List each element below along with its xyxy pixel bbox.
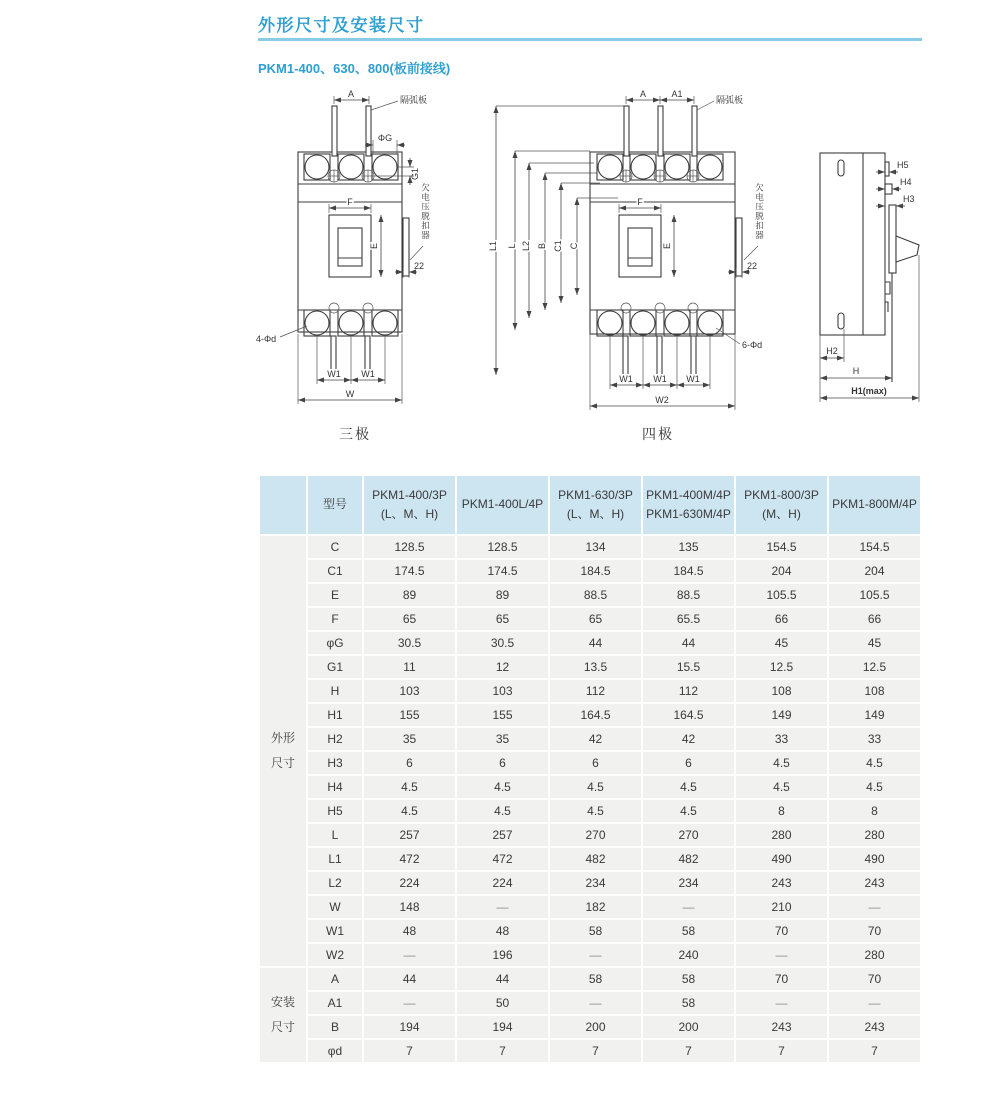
row-label: F <box>308 608 362 630</box>
table-row <box>260 536 920 558</box>
row-label: L1 <box>308 848 362 870</box>
uv-release-label: 欠电压脱扣器 <box>754 183 765 240</box>
dimension-value-cell: — <box>550 992 641 1014</box>
dim-label-w1: W1 <box>361 369 375 379</box>
row-label: W <box>308 896 362 918</box>
page-title: 外形尺寸及安装尺寸 <box>258 16 425 35</box>
dimension-value-cell: 4.5 <box>550 800 641 822</box>
dimension-value-cell: 44 <box>457 968 548 990</box>
dim-label-c1: C1 <box>553 240 563 252</box>
dimension-value-cell: 4.5 <box>457 800 548 822</box>
dimension-value-cell: 482 <box>643 848 734 870</box>
dim-label-b: B <box>537 242 547 250</box>
dimension-value-cell: 6 <box>643 752 734 774</box>
dimension-value-cell: 11 <box>364 656 455 678</box>
table-row <box>260 944 920 966</box>
dimension-value-cell: 44 <box>364 968 455 990</box>
dim-label-22: 22 <box>414 261 425 271</box>
dim-label-l2: L2 <box>521 240 531 252</box>
dim-label-l: L <box>507 243 517 249</box>
dimension-value-cell: 4.5 <box>736 752 827 774</box>
dimension-value-cell: 196 <box>457 944 548 966</box>
row-label: C <box>308 536 362 558</box>
dimension-table <box>258 474 922 1064</box>
holes-label: 6-Φd <box>742 340 763 350</box>
row-label: H1 <box>308 704 362 726</box>
row-label: φG <box>308 632 362 654</box>
dimension-value-cell: 134 <box>550 536 641 558</box>
table-row <box>260 848 920 870</box>
dimension-value-cell: 7 <box>643 1040 734 1062</box>
dimension-value-cell: 270 <box>550 824 641 846</box>
title-divider <box>258 38 922 41</box>
dimension-value-cell: 44 <box>550 632 641 654</box>
dimension-value-cell: 135 <box>643 536 734 558</box>
dimension-value-cell: 58 <box>643 968 734 990</box>
dimension-value-cell: 4.5 <box>829 776 920 798</box>
dimension-value-cell: 8 <box>736 800 827 822</box>
table-row <box>260 920 920 942</box>
dimension-value-cell: 6 <box>364 752 455 774</box>
dimension-value-cell: 164.5 <box>643 704 734 726</box>
dimension-value-cell: 184.5 <box>550 560 641 582</box>
row-label: H5 <box>308 800 362 822</box>
column-header <box>829 476 920 534</box>
dimension-value-cell: 155 <box>364 704 455 726</box>
dimension-table-body <box>260 536 920 1062</box>
dimension-value-cell: — <box>364 992 455 1014</box>
dim-label-a: A <box>639 89 647 99</box>
dimension-value-cell: 257 <box>364 824 455 846</box>
table-row <box>260 752 920 774</box>
dimension-value-cell: 472 <box>364 848 455 870</box>
dimension-value-cell: 70 <box>736 968 827 990</box>
column-header <box>550 476 641 534</box>
dimension-value-cell: 35 <box>364 728 455 750</box>
three-pole-drawing <box>248 88 476 438</box>
dim-label-22: 22 <box>747 261 758 271</box>
table-row <box>260 680 920 702</box>
column-header-line: PKM1-800/3P <box>744 487 819 502</box>
table-row <box>260 968 920 990</box>
dimension-value-cell: 108 <box>829 680 920 702</box>
row-label: C1 <box>308 560 362 582</box>
arc-plate-label: 隔弧板 <box>400 95 428 105</box>
row-label: H2 <box>308 728 362 750</box>
dim-label-h2: H2 <box>826 346 838 356</box>
dimension-value-cell: 45 <box>829 632 920 654</box>
dim-label-f: F <box>347 197 353 207</box>
dimension-value-cell: 50 <box>457 992 548 1014</box>
dim-label-phi-g: ΦG <box>377 133 393 143</box>
dimension-value-cell: 234 <box>643 872 734 894</box>
dim-label-w1: W1 <box>327 369 341 379</box>
dimension-value-cell: 4.5 <box>736 776 827 798</box>
dimension-value-cell: 482 <box>550 848 641 870</box>
dimension-value-cell: 174.5 <box>457 560 548 582</box>
dimension-value-cell: 4.5 <box>364 800 455 822</box>
dimension-value-cell: 7 <box>550 1040 641 1062</box>
dimension-value-cell: 42 <box>550 728 641 750</box>
column-header-line: (M、H) <box>762 507 801 521</box>
dimension-value-cell: 58 <box>643 992 734 1014</box>
dimension-value-cell: 204 <box>829 560 920 582</box>
column-header <box>643 476 734 534</box>
table-row <box>260 560 920 582</box>
dimension-value-cell: 4.5 <box>457 776 548 798</box>
table-row <box>260 632 920 654</box>
row-label: E <box>308 584 362 606</box>
table-row <box>260 728 920 750</box>
dimension-value-cell: 108 <box>736 680 827 702</box>
dimension-value-cell: 70 <box>829 920 920 942</box>
dimension-value-cell: 48 <box>364 920 455 942</box>
dim-label-h4: H4 <box>900 177 912 187</box>
table-row <box>260 584 920 606</box>
dimension-value-cell: 6 <box>457 752 548 774</box>
dimension-value-cell: 270 <box>643 824 734 846</box>
dimension-value-cell: 58 <box>550 968 641 990</box>
dimension-value-cell: 35 <box>457 728 548 750</box>
dimension-value-cell: 33 <box>829 728 920 750</box>
column-header-line: PKM1-400/3P <box>372 487 447 502</box>
table-row <box>260 1016 920 1038</box>
row-label: A1 <box>308 992 362 1014</box>
row-label: H4 <box>308 776 362 798</box>
column-header-line: (L、M、H) <box>380 507 439 521</box>
dimension-value-cell: — <box>550 944 641 966</box>
dimension-value-cell: 194 <box>457 1016 548 1038</box>
dimension-value-cell: 12.5 <box>829 656 920 678</box>
row-label: W1 <box>308 920 362 942</box>
row-label: L2 <box>308 872 362 894</box>
dim-label-w1: W1 <box>686 374 700 384</box>
column-header-line: PKM1-630/3P <box>558 487 633 502</box>
dimension-value-cell: 210 <box>736 896 827 918</box>
table-row <box>260 896 920 918</box>
dimension-value-cell: 243 <box>736 1016 827 1038</box>
dimension-value-cell: — <box>364 944 455 966</box>
column-header <box>364 476 455 534</box>
dim-label-h: H <box>852 366 860 376</box>
four-pole-drawing <box>478 88 813 438</box>
dimension-value-cell: 58 <box>643 920 734 942</box>
dimension-value-cell: 66 <box>829 608 920 630</box>
column-header-line: PKM1-630M/4P <box>646 507 731 521</box>
dimension-value-cell: 4.5 <box>364 776 455 798</box>
dimension-value-cell: 12 <box>457 656 548 678</box>
dimension-value-cell: 4.5 <box>643 800 734 822</box>
column-header-line: PKM1-800M/4P <box>832 497 917 512</box>
column-header-line: PKM1-400L/4P <box>461 497 544 512</box>
dimension-value-cell: 103 <box>457 680 548 702</box>
dimension-value-cell: 243 <box>736 872 827 894</box>
dim-label-f: F <box>637 197 643 207</box>
dimension-value-cell: 88.5 <box>550 584 641 606</box>
dimension-value-cell: 70 <box>736 920 827 942</box>
column-header <box>736 476 827 534</box>
dimension-value-cell: 70 <box>829 968 920 990</box>
dimension-value-cell: 4.5 <box>643 776 734 798</box>
row-label: H3 <box>308 752 362 774</box>
table-row <box>260 824 920 846</box>
dim-label-e: E <box>662 242 672 250</box>
dimension-value-cell: 33 <box>736 728 827 750</box>
dimension-value-cell: 6 <box>550 752 641 774</box>
dimension-value-cell: 243 <box>829 1016 920 1038</box>
dimension-value-cell: 148 <box>364 896 455 918</box>
dim-label-h5: H5 <box>897 160 909 170</box>
dim-label-l1: L1 <box>488 240 498 252</box>
dimension-value-cell: 164.5 <box>550 704 641 726</box>
dimension-value-cell: 490 <box>829 848 920 870</box>
dimension-value-cell: — <box>829 992 920 1014</box>
dimension-value-cell: 149 <box>736 704 827 726</box>
dimension-value-cell: 182 <box>550 896 641 918</box>
dimension-value-cell: 280 <box>736 824 827 846</box>
dimension-value-cell: 12.5 <box>736 656 827 678</box>
dim-label-h1: H1(max) <box>851 386 887 396</box>
table-header-row <box>260 476 920 534</box>
dimension-value-cell: 88.5 <box>643 584 734 606</box>
dimension-value-cell: 7 <box>736 1040 827 1062</box>
side-view-drawing <box>790 132 1005 407</box>
dimension-value-cell: 224 <box>364 872 455 894</box>
table-row <box>260 992 920 1014</box>
dimension-value-cell: 490 <box>736 848 827 870</box>
row-group-label: 外形 尺寸 <box>260 536 306 966</box>
dimension-value-cell: 65 <box>457 608 548 630</box>
dim-label-w1: W1 <box>619 374 633 384</box>
dimension-value-cell: 4.5 <box>829 752 920 774</box>
dim-label-g1: G1 <box>410 167 420 181</box>
dimension-value-cell: 204 <box>736 560 827 582</box>
row-label: B <box>308 1016 362 1038</box>
dimension-value-cell: 194 <box>364 1016 455 1038</box>
dim-label-w1: W1 <box>653 374 667 384</box>
dimension-value-cell: 13.5 <box>550 656 641 678</box>
column-header <box>457 476 548 534</box>
table-row <box>260 776 920 798</box>
dim-label-a: A <box>347 89 355 99</box>
dimension-value-cell: 280 <box>829 824 920 846</box>
dimension-value-cell: 42 <box>643 728 734 750</box>
holes-label: 4-Φd <box>256 334 277 344</box>
dimension-value-cell: 45 <box>736 632 827 654</box>
dimension-value-cell: 243 <box>829 872 920 894</box>
dimension-value-cell: 112 <box>550 680 641 702</box>
dimension-value-cell: 128.5 <box>364 536 455 558</box>
dimension-value-cell: 66 <box>736 608 827 630</box>
dimension-value-cell: — <box>457 896 548 918</box>
dimension-value-cell: 58 <box>550 920 641 942</box>
dim-label-a1: A1 <box>671 89 683 99</box>
dimension-value-cell: 8 <box>829 800 920 822</box>
dimension-value-cell: 149 <box>829 704 920 726</box>
dimension-value-cell: 7 <box>364 1040 455 1062</box>
row-label: A <box>308 968 362 990</box>
dimension-value-cell: 200 <box>643 1016 734 1038</box>
dimension-value-cell: 200 <box>550 1016 641 1038</box>
row-label: L <box>308 824 362 846</box>
dim-label-e: E <box>369 242 379 250</box>
column-header-line: PKM1-400M/4P <box>646 487 731 502</box>
dimension-value-cell: 154.5 <box>736 536 827 558</box>
arc-plate-label: 隔弧板 <box>716 95 744 105</box>
table-row <box>260 1040 920 1062</box>
row-label: H <box>308 680 362 702</box>
dimension-value-cell: 105.5 <box>829 584 920 606</box>
row-label: W2 <box>308 944 362 966</box>
table-row <box>260 704 920 726</box>
dimension-value-cell: 472 <box>457 848 548 870</box>
dimension-value-cell: 174.5 <box>364 560 455 582</box>
dimension-value-cell: 89 <box>457 584 548 606</box>
dimension-value-cell: 155 <box>457 704 548 726</box>
dim-label-w: W <box>345 389 355 399</box>
dimension-value-cell: 7 <box>829 1040 920 1062</box>
dimension-value-cell: 105.5 <box>736 584 827 606</box>
dimension-value-cell: 103 <box>364 680 455 702</box>
row-label: φd <box>308 1040 362 1062</box>
three-pole-caption: 三极 <box>339 426 371 442</box>
dimension-value-cell: 65 <box>550 608 641 630</box>
dimension-value-cell: 224 <box>457 872 548 894</box>
dimension-value-cell: 44 <box>643 632 734 654</box>
dimension-value-cell: 128.5 <box>457 536 548 558</box>
dimension-value-cell: 280 <box>829 944 920 966</box>
table-row <box>260 872 920 894</box>
row-group-label: 安装 尺寸 <box>260 968 306 1062</box>
dimension-value-cell: 15.5 <box>643 656 734 678</box>
dimension-value-cell: — <box>736 992 827 1014</box>
table-row <box>260 656 920 678</box>
table-corner-cell <box>260 476 306 534</box>
dimension-value-cell: 65.5 <box>643 608 734 630</box>
series-subtitle: PKM1-400、630、800(板前接线) <box>258 61 451 76</box>
dim-label-h3: H3 <box>903 194 915 204</box>
dimension-value-cell: 234 <box>550 872 641 894</box>
dimension-value-cell: 4.5 <box>550 776 641 798</box>
dimension-value-cell: — <box>829 896 920 918</box>
four-pole-caption: 四极 <box>642 426 674 442</box>
dimension-value-cell: — <box>736 944 827 966</box>
dimension-value-cell: 184.5 <box>643 560 734 582</box>
dimension-value-cell: 65 <box>364 608 455 630</box>
row-label: G1 <box>308 656 362 678</box>
dimension-value-cell: — <box>643 896 734 918</box>
dim-label-c: C <box>569 242 579 250</box>
model-header-cell: 型号 <box>308 476 362 534</box>
dimension-value-cell: 257 <box>457 824 548 846</box>
uv-release-label: 欠电压脱扣器 <box>420 183 431 240</box>
dimension-value-cell: 30.5 <box>364 632 455 654</box>
table-row <box>260 800 920 822</box>
dimension-value-cell: 7 <box>457 1040 548 1062</box>
dim-label-w2: W2 <box>655 395 669 405</box>
dimension-value-cell: 30.5 <box>457 632 548 654</box>
dimension-value-cell: 154.5 <box>829 536 920 558</box>
dimension-value-cell: 240 <box>643 944 734 966</box>
table-row <box>260 608 920 630</box>
dimension-value-cell: 89 <box>364 584 455 606</box>
column-header-line: (L、M、H) <box>566 507 625 521</box>
dimension-value-cell: 112 <box>643 680 734 702</box>
dimension-value-cell: 48 <box>457 920 548 942</box>
